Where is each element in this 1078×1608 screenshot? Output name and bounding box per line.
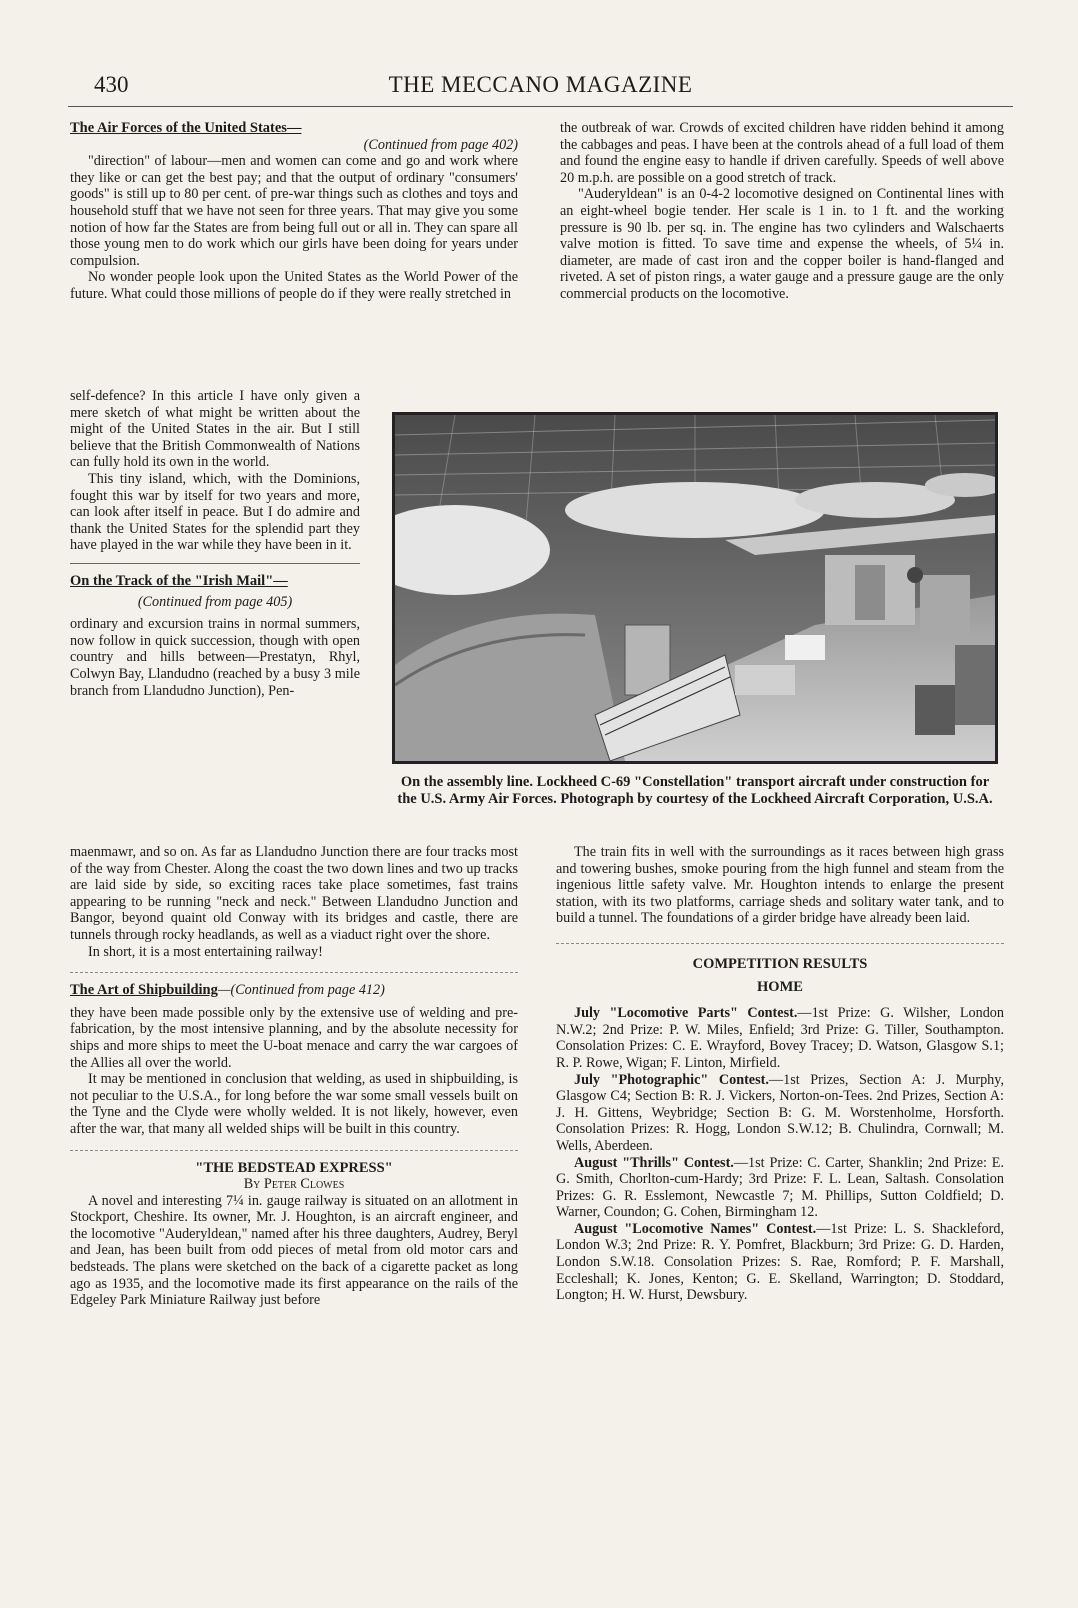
section-title-air-forces: The Air Forces of the United States— — [70, 120, 302, 136]
paragraph: "direction" of labour—men and women can come and go and work where they like or can get the best pay; and that the output of ordinary "consumers' goods" is still up to 80 per cent. of pre-war things such as clothes and toys and household stuff that we have not seen for three years. That may give you some notion of how far the States are from being full out or all in. They can spare all those young men to do work which our girls have been doing for years under compulsion. — [70, 153, 518, 269]
page-header — [68, 72, 1013, 107]
section-title-irish-mail: On the Track of the "Irish Mail"— — [70, 572, 288, 589]
paragraph: A novel and interesting 7¼ in. gauge railway is situated on an allotment in Stockport, Cheshire. Its owner, Mr. J. Houghton, is an aircraft engineer, and the locomotive "Auderyldean," named after his three daughters, Audrey, Beryl and Jean, has been built from odd pieces of metal from old motor cars and bedsteads. The plans were sketched on the back of a cigarette packet as long ago as 1935, and the locomotive made its first appearance on the rails of the Edgeley Park Miniature Railway just before — [70, 1192, 518, 1309]
assembly-line-photo — [392, 412, 998, 764]
page-number: 430 — [94, 72, 129, 97]
continued-note: (Continued from page 402) — [363, 136, 518, 153]
right-column-top — [560, 120, 1004, 303]
paragraph: maenmawr, and so on. As far as Llandudno Junction there are four tracks most of the way from Chester. Along the coast the two down lines and two up tracks are laid side by side, so exciting races take place sometimes, fast trains appearing to be running "neck and neck." Between Llandudno Junction and Bangor, beyond quaint old Conway with its bridges and castle, there are tunnels through rocky headlands, as well as a viaduct right over the shore. — [70, 844, 518, 943]
magazine-title: THE MECCANO MAGAZINE — [388, 72, 693, 97]
paragraph: ordinary and excursion trains in normal summers, now follow in quick succession, though with open country and hills between—Prestatyn, Rhyl, Colwyn Bay, Llandudno (reached by a busy 3 mile branch from Llandudno Junction), Pen- — [70, 616, 360, 699]
paragraph: It may be mentioned in conclusion that welding, as used in shipbuilding, is not peculiar to the U.S.A., for long before the war some small vessels built on the Tyne and the Clyde were wholly welded. It is not likely, however, even after the war, that many all welded ships will be built in this country. — [70, 1071, 518, 1137]
result-text: —1st Prize: G. Wilsher, London N.W.2; 2nd Prize: P. W. Miles, Enfield; 3rd Prize: G. Tiller, Southampton. Consolation Prizes: C. E. Wrayford, Bovey Tracey; D. Watson, Glasgow S.1; R. P. Rowe, Wigan; F. Linton, Mirfield. — [556, 1005, 1004, 1071]
paragraph: The train fits in well with the surroundings as it races between high grass and towering bushes, smoke pouring from the high funnel and steam from the ingenious little safety valve. Mr. Houghton intends to enlarge the present station, with its two platforms, carriage sheds and solitary water tank, and to build a tunnel. The foundations of a girder bridge have already been laid. — [556, 844, 1004, 927]
left-column-top — [70, 120, 518, 303]
paragraph: the outbreak of war. Crowds of excited children have ridden behind it among the cabbages and peas. I have been at the controls ahead of a full load of them and found the engine easy to handle if driven carefully. Speeds of well above 20 m.p.h. are possible on a good stretch of track. — [560, 120, 1004, 186]
article-title-bedstead: "THE BEDSTEAD EXPRESS" — [195, 1159, 393, 1176]
result-text: —1st Prizes, Section A: J. Murphy, Glasgow C4; Section B: R. J. Vickers, Norton-on-Tees. 2nd Prizes, Section A: J. H. Gittens, Weybridge; Section B: G. M. Worstenholme, Horsforth. Consolation Prizes: R. Hogg, London S.W.12; B. Chulindra, Cornwall; M. Wells, Aberdeen. — [556, 1071, 1004, 1154]
paragraph: they have been made possible only by the extensive use of welding and pre-fabrication, by the most intensive planning, and by the absolute necessity for ships and more ships to meet the U-boat menace and carry the war cargoes of the Allies all over the world. — [70, 1004, 518, 1071]
aircraft-factory-image — [395, 415, 995, 761]
competition-home-heading: HOME — [757, 978, 803, 995]
result-title: July "Locomotive Parts" Contest. — [574, 1005, 798, 1022]
continued-note: (Continued from page 405) — [137, 593, 293, 610]
result-entry — [556, 1155, 1004, 1221]
photo-caption: On the assembly line. Lockheed C-69 "Constellation" transport aircraft under construction for the U.S. Army Air Forces. Photograph by courtesy of the Lockheed Aircraft Corporation, U.S.A. — [397, 774, 993, 807]
result-title: August "Locomotive Names" Contest. — [574, 1220, 817, 1237]
result-entry — [556, 1005, 1004, 1071]
left-column-bottom — [70, 844, 518, 1309]
paragraph: "Auderyldean" is an 0-4-2 locomotive designed on Continental lines with an eight-wheel bogie tender. Her scale is 1 in. to 1 ft. and the working pressure is 90 lb. per sq. in. The engine has two cylinders and Walschaerts valve motion is fitted. To save time and expense the wheels, of 5¼ in. diameter, are made of cast iron and the copper boiler is hand-flanged and riveted. A set of piston rings, a water gauge and a pressure gauge are the only commercial products on the locomotive. — [560, 186, 1004, 302]
result-title: July "Photographic" Contest. — [574, 1071, 769, 1088]
section-title-shipbuilding: The Art of Shipbuilding — [70, 982, 218, 999]
paragraph: In short, it is a most entertaining railway! — [88, 943, 323, 960]
result-text: —1st Prize: L. S. Shackleford, London W.3; 2nd Prize: R. Y. Pomfret, Blackburn; 3rd Prize: G. D. Harden, London S.W.18. Consolation Prizes: S. Rae, Romford; P. F. Marshall, Eccleshall; K. Jones, Kenton; G. E. Skelland, Warrington; D. Stoddard, Longton; H. W. Hurst, Dewsbury. — [556, 1220, 1004, 1304]
byline: By Peter Clowes — [243, 1176, 345, 1193]
result-entry — [556, 1221, 1004, 1304]
left-column-narrow — [70, 388, 360, 699]
paragraph: self-defence? In this article I have only given a mere sketch of what might be written about the might of the United States in the air. But I still believe that the British Commonwealth of Nations can fully hold its own in the world. — [70, 388, 360, 471]
paragraph: This tiny island, which, with the Dominions, fought this war by itself for two years and more, can look after itself in peace. But I do admire and thank the United States for the splendid part they have played in the war while they have been in it. — [70, 470, 360, 554]
continued-note: —(Continued from page 412) — [217, 982, 385, 999]
shipbuilding-heading — [70, 982, 518, 999]
competition-results-title: COMPETITION RESULTS — [692, 955, 868, 972]
divider — [556, 943, 1004, 944]
divider — [70, 1150, 518, 1151]
paragraph: No wonder people look upon the United States as the World Power of the future. What could those millions of people do if they were really stretched in — [70, 269, 518, 302]
result-entry — [556, 1072, 1004, 1155]
result-text: —1st Prize: C. Carter, Shanklin; 2nd Prize: E. G. Smith, Chorlton-cum-Hardy; 3rd Prize: F. L. Lean, Saltash. Consolation Prizes: G. R. Esslemont, Newcastle 7; M. Phillips, Sutton Coldfield; D. Warner, Coundon; G. Cohen, Birmingham 12. — [556, 1154, 1005, 1221]
result-title: August "Thrills" Contest. — [574, 1154, 734, 1171]
right-column-bottom — [556, 844, 1004, 1304]
divider — [70, 972, 518, 973]
divider — [70, 563, 360, 564]
